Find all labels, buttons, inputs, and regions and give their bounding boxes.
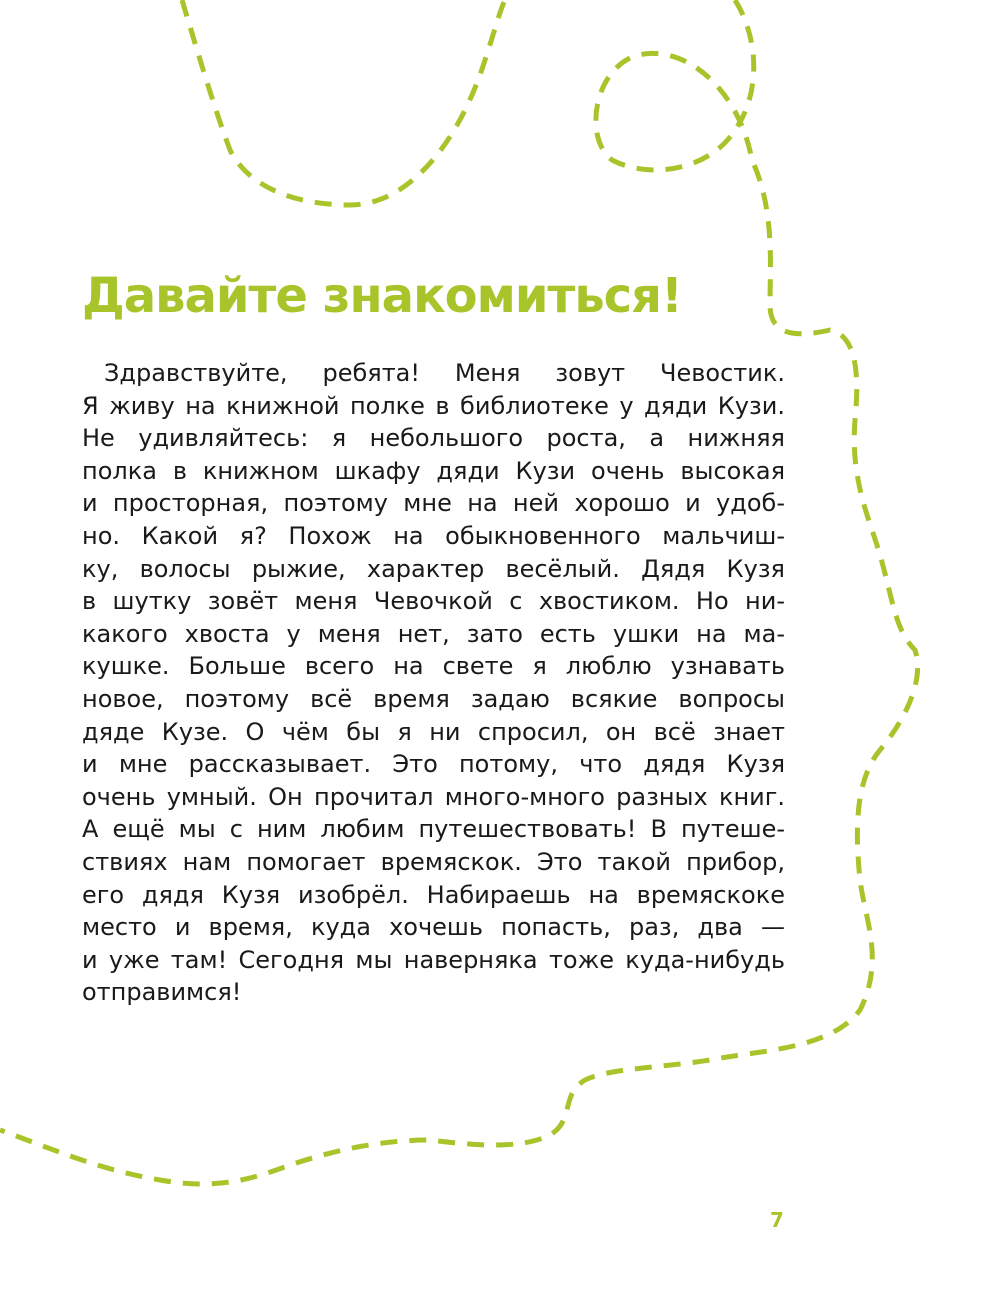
paragraph-line: его дядя Кузя изобрёл. Набираешь на времяскоке bbox=[82, 880, 785, 909]
paragraph-line: ствиях нам помогает времяскок. Это такой прибор, bbox=[82, 847, 785, 876]
paragraph-line: и мне рассказывает. Это потому, что дядя Кузя bbox=[82, 750, 785, 779]
paragraph-line: дяде Кузе. О чём бы я ни спросил, он всё знает bbox=[82, 717, 785, 746]
paragraph-line: кушке. Больше всего на свете я люблю узнавать bbox=[82, 652, 785, 681]
dashed-curve-top-left bbox=[182, 0, 505, 205]
paragraph-line: в шутку зовёт меня Чевочкой с хвостиком. Но ни- bbox=[82, 587, 785, 616]
paragraph-line: полка в книжном шкафу дяди Кузи очень высокая bbox=[82, 456, 785, 485]
page-heading: Давайте знакомиться! bbox=[82, 268, 682, 324]
paragraph-line: Здравствуйте, ребята! Меня зовут Чевостик. bbox=[104, 359, 785, 387]
paragraph-line: и уже там! Сегодня мы наверняка тоже куда-нибудь bbox=[82, 945, 785, 974]
paragraph-line: очень умный. Он прочитал много-много разных книг. bbox=[82, 782, 785, 811]
page-number: 7 bbox=[770, 1208, 784, 1232]
paragraph-line: отправимся! bbox=[82, 978, 242, 1007]
paragraph-line: ку, волосы рыжие, характер весёлый. Дядя Кузя bbox=[82, 554, 785, 583]
paragraph-line: но. Какой я? Похож на обыкновенного мальчиш- bbox=[82, 521, 785, 550]
paragraph-line: А ещё мы с ним любим путешествовать! В путеше- bbox=[82, 815, 785, 844]
paragraph-line: Я живу на книжной полке в библиотеке у дяди Кузи. bbox=[82, 391, 785, 420]
paragraph-line: какого хвоста у меня нет, зато есть ушки на ма- bbox=[82, 619, 785, 648]
paragraph-line: место и время, куда хочешь попасть, раз, два — bbox=[82, 913, 785, 942]
paragraph-line: новое, поэтому всё время задаю всякие вопросы bbox=[82, 684, 785, 713]
paragraph-line: Не удивляйтесь: я небольшого роста, а нижняя bbox=[82, 424, 785, 453]
story-paragraph bbox=[82, 357, 785, 1009]
paragraph-line: и просторная, поэтому мне на ней хорошо и удоб- bbox=[82, 489, 785, 518]
